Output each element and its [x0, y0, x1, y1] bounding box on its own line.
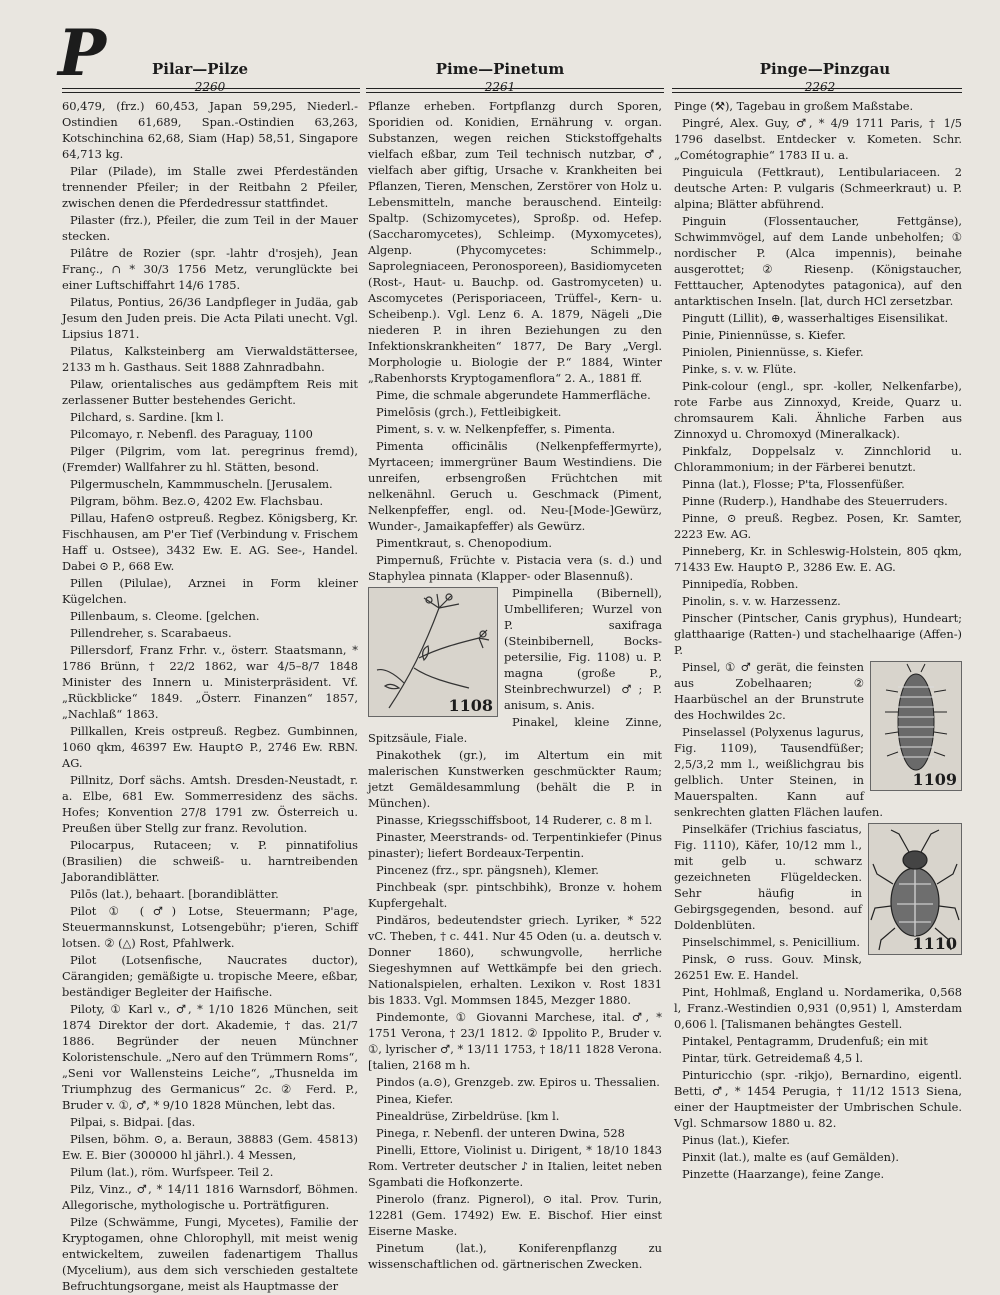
entry: Pintar, türk. Getreidemaß 4,5 l. [682, 1051, 864, 1065]
entry: Pinasse, Kriegsschiffsboot, 14 Ruderer, c. 8 m l. [376, 813, 653, 827]
entry: Pinselschimmel, s. Penicillium. [682, 935, 860, 949]
entry: Pilger (Pilgrim, vom lat. peregrinus fremd), (Fremder) Wallfahrer zu hl. Stätten, besond. [62, 444, 358, 474]
entry: Pimpinella (Bibernell), Umbelliferen; Wurzel von P. saxifraga (Steinbibernell, Bocks-petersilie, Fig. 1108) u. P. magna (große P., Steinbrechwurzel) ♂; P. anisum, s. Anis. [504, 586, 662, 712]
running-head-right: Pinge—Pinzgau [759, 60, 891, 78]
running-head-center: Pime—Pinetum [435, 60, 565, 78]
entry: Pilum (lat.), röm. Wurfspeer. Teil 2. [70, 1165, 274, 1179]
figure-1109-millipede [870, 661, 962, 791]
entry: Pimenta officinālis (Nelkenpfeffermyrte), Myrtaceen; immergrüner Baum Westindiens. Die unreifen, erbsengroßen Früchtchen mit nelkenähnl. Geruch u. Geschmack (Piment, Nelkenpfeffer, engl. od. Neu-[Mode-]Gewürz, Wunder-, Jamaikapfeffer) als Gewürz. [368, 439, 662, 533]
entry: Pinea, Kiefer. [376, 1092, 454, 1106]
page-number-right: 2262 [804, 80, 836, 94]
column-right [674, 98, 962, 1183]
entry: Pinealdrüse, Zirbeldrüse. [km l. [376, 1109, 560, 1123]
entry: 60,479, (frz.) 60,453, Japan 59,295, Niederl.-Ostindien 61,689, Span.-Ostindien 63,263, Kotschinchina 62,68, Siam (Hap) 58,51, Singapore 64,713 kg. [62, 99, 358, 161]
header-rule-center [366, 88, 664, 93]
entry: Piment, s. v. w. Nelkenpfeffer, s. Pimenta. [376, 422, 616, 436]
entry: Pilgermuscheln, Kammmuscheln. [Jerusalem. [70, 477, 333, 491]
entry: Pinscher (Pintscher, Canis gryphus), Hundeart; glatthaarige (Ratten-) und stachelhaarige (Affen-) P. [674, 611, 962, 657]
entry: Pilcomayo, r. Nebenfl. des Paraguay, 1100 [70, 427, 313, 441]
entry: Pilchard, s. Sardine. [km l. [70, 410, 224, 424]
entry: Pilōs (lat.), behaart. [borandiblätter. [70, 887, 279, 901]
entry: Pinxit (lat.), malte es (auf Gemälden). [682, 1150, 899, 1164]
entry: Pinke, s. v. w. Flüte. [682, 362, 797, 376]
entry: Pinge (⚒), Tagebau in großem Maßstabe. [674, 99, 914, 113]
entry: Pilpai, s. Bidpai. [das. [70, 1115, 196, 1129]
section-letter: P [58, 16, 107, 91]
entry: Pinkfalz, Doppelsalz v. Zinnchlorid u. Chlorammonium; in der Färberei benutzt. [674, 444, 962, 474]
entry: Pillen (Pilulae), Arznei in Form kleiner Kügelchen. [62, 576, 358, 606]
entry: Pinelli, Ettore, Violinist u. Dirigent, * 18/10 1843 Rom. Vertreter deutscher ♪ in Italien, leitet neben Sgambati die Hofkonzerte. [368, 1143, 662, 1189]
entry: Pint, Hohlmaß, England u. Nordamerika, 0,568 l, Franz.-Westindien 0,931 (0,951) l, Amsterdam 0,606 l. [Talismanen behängtes Gestell. [674, 985, 962, 1031]
figure-1108-pimpinella [368, 587, 498, 717]
entry: Pinakothek (gr.), im Altertum ein mit malerischen Kunstwerken geschmückter Raum; jetzt Gemäldesammlung (behält die P. in München). [368, 748, 662, 810]
entry: Pilatus, Kalksteinberg am Vierwaldstättersee, 2133 m h. Gasthaus. Seit 1888 Zahnradbahn. [62, 344, 358, 374]
entry: Pinne (Ruderp.), Handhabe des Steuerruders. [682, 494, 948, 508]
entry: Pinsk, ⊙ russ. Gouv. Minsk, 26251 Ew. E. Handel. [674, 952, 862, 982]
entry: Pinie, Piniennüsse, s. Kiefer. [682, 328, 846, 342]
entry: Pinchbeak (spr. pintschbihk), Bronze v. hohem Kupfergehalt. [368, 880, 662, 910]
entry: Pindăros, bedeutendster griech. Lyriker, * 522 vC. Theben, † c. 441. Nur 45 Oden (u. a. deutsch v. Donner 1860), schwungvolle, herrliche Siegeshymnen auf Wettkämpfe bei den griech. Nationalspielen, erhalten. Lexikon v. Rost 1831 bis 1833. Vgl. Mommsen 1845, Mezger 1880. [368, 913, 662, 1007]
entry: Pillendreher, s. Scarabaeus. [70, 626, 232, 640]
entry: Pflanze erheben. Fortpflanzg durch Sporen, Sporidien od. Konidien, Ernährung v. organ. Substanzen, wegen reichen Stickstoffgehalts vielfach eßbar, zum Teil technisch nutzbar, ♂, vielfach aber giftig, Ursache v. Krankheiten bei Pflanzen, Tieren, Menschen, Zerstörer von Holz u. Lebensmitteln, manche berauschend. Einteilg: Spaltp. (Schizomycetes), Sproßp. od. Hefep. (Saccharomycetes), Schleimp. (Myxomycetes), Algenp. (Phycomycetes: Schimmelp., Saprolegniaceen, Peronosporeen), Basidiomyceten (Rost-, Haut- u. Bauchp. od. Gastromyceten) u. Ascomycetes (Perisporiaceen, Trüffel-, Kern- u. Scheibenp.). Vgl. Lenz 6. A. 1879, Nägeli „Die niederen P. in ihren Beziehungen zu den Infektionskrankheiten“ 1877, De Bary „Vergl. Morphologie u. Biologie der P.“ 1884, Winter „Rabenhorsts Kryptogamenflora“ 2. A., 1881 ff. [368, 99, 662, 385]
figure-1110-beetle [868, 823, 962, 955]
header-rule-left [62, 88, 360, 93]
page-number-left: 2260 [194, 80, 226, 94]
entry: Pinguicula (Fettkraut), Lentibulariaceen. 2 deutsche Arten: P. vulgaris (Schmeerkraut) u. P. alpina; Blätter abführend. [674, 165, 962, 211]
entry: Pinetum (lat.), Koniferenpflanzg zu wissenschaftlichen od. gärtnerischen Zwecken. [368, 1241, 662, 1271]
entry: Pinguin (Flossentaucher, Fettgänse), Schwimmvögel, auf dem Lande unbeholfen; ① nordischer P. (Alca impennis), beinahe ausgerottet; ② Riesenp. (Königstaucher, Fetttaucher, Aptenodytes patagonica), auf den antarktischen Inseln. [lat, durch HCl zersetzbar. [674, 214, 962, 308]
entry: Pilgram, böhm. Bez.⊙, 4202 Ew. Flachsbau. [70, 494, 324, 508]
entry: Pilz, Vinz., ♂, * 14/11 1816 Warnsdorf, Böhmen. Allegorische, mythologische u. Porträtfiguren. [62, 1182, 358, 1212]
entry: Pilatus, Pontius, 26/36 Landpfleger in Judäa, gab Jesum den Juden preis. Die Acta Pilati unecht. Vgl. Lipsius 1871. [62, 295, 358, 341]
entry: Pilot ① (♂) Lotse, Steuermann; P'age, Steuermannskunst, Lotsengebühr; p'ieren, Schiff lotsen. ② (△) Rost, Pfahlwerk. [62, 904, 358, 950]
header-rule-right [672, 88, 962, 93]
running-head-left: Pilar—Pilze [151, 60, 249, 78]
entry: Pillenbaum, s. Cleome. [gelchen. [70, 609, 260, 623]
entry: Pinega, r. Nebenfl. der unteren Dwina, 528 [376, 1126, 625, 1140]
entry: Pinzette (Haarzange), feine Zange. [682, 1167, 885, 1181]
entry: Pilar (Pilade), im Stalle zwei Pferdeständen trennender Pfeiler; in der Reitbahn 2 Pfeiler, zwischen denen die Pferdedressur stattfindet. [62, 164, 358, 210]
column-center [368, 98, 662, 1273]
entry: Piloty, ① Karl v., ♂, * 1/10 1826 München, seit 1874 Direktor der dort. Akademie, † das. 21/7 1886. Begründer der neuen Münchner Koloristenschule. „Nero auf den Trümmern Roms“, „Seni vor Wallensteins Leiche“, „Thusnelda im Triumphzug des Germanicus“ 2c. ② Ferd. P., Bruder v. ①, ♂, * 9/10 1828 München, lebt das. [62, 1002, 358, 1112]
entry: Pinerolo (franz. Pignerol), ⊙ ital. Prov. Turin, 12281 (Gem. 17492) Ew. E. Bischof. Hier einst Eiserne Maske. [368, 1192, 662, 1238]
entry: Pilaster (frz.), Pfeiler, die zum Teil in der Mauer stecken. [62, 213, 358, 243]
entry: Pilocarpus, Rutaceen; v. P. pinnatifolius (Brasilien) die schweiß- u. harntreibenden Jaborandiblätter. [62, 838, 358, 884]
entry: Piniolen, Piniennüsse, s. Kiefer. [682, 345, 864, 359]
column-left [62, 98, 358, 1295]
entry: Pilaw, orientalisches aus gedämpftem Reis mit zerlassener Butter bestehendes Gericht. [62, 377, 358, 407]
entry: Pinselassel (Polyxenus lagurus, Fig. 1109), Tausendfüßer; 2,5/3,2 mm l., weißlichgrau bis gelblich. Unter Steinen, in Mauerspalten. Kann auf senkrechten glatten Flächen laufen. [674, 725, 884, 819]
figure-number: 1110 [912, 934, 957, 953]
entry: Pilze (Schwämme, Fungi, Mycetes), Familie der Kryptogamen, ohne Chlorophyll, mit meist wenig entwickeltem, zuweilen fadenartigem Thallus (Mycelium), aus dem sich verschieden gestaltete Befruchtungsorgane, meist als Hauptmasse der [62, 1215, 358, 1293]
entry: Pingré, Alex. Guy, ♂, * 4/9 1711 Paris, † 1/5 1796 daselbst. Entdecker v. Kometen. Schr. „Cométographie“ 1783 II u. a. [674, 116, 962, 162]
entry: Pinus (lat.), Kiefer. [682, 1133, 790, 1147]
entry: Pingutt (Lillit), ⊕, wasserhaltiges Eisensilikat. [682, 311, 949, 325]
entry: Pinolin, s. v. w. Harzessenz. [682, 594, 841, 608]
entry: Pinneberg, Kr. in Schleswig-Holstein, 805 qkm, 71433 Ew. Haupt⊙ P., 3286 Ew. E. AG. [674, 544, 962, 574]
entry: Pime, die schmale abgerundete Hammerfläche. [376, 388, 651, 402]
entry: Pimentkraut, s. Chenopodium. [376, 536, 552, 550]
entry: Pillau, Hafen⊙ ostpreuß. Regbez. Königsberg, Kr. Fischhausen, am P'er Tief (Verbindung v. Frischem Haff u. Ostsee), 3432 Ew. E. AG. See-, Handel. Dabei ⊙ P., 668 Ew. [62, 511, 358, 573]
entry: Pintakel, Pentagramm, Drudenfuß; ein mit [682, 1034, 928, 1048]
figure-number: 1109 [912, 770, 957, 789]
entry: Pillkallen, Kreis ostpreuß. Regbez. Gumbinnen, 1060 qkm, 46397 Ew. Haupt⊙ P., 2746 Ew. RBN. AG. [62, 724, 358, 770]
entry: Pilsen, böhm. ⊙, a. Beraun, 38883 (Gem. 45813) Ew. E. Bier (300000 hl jährl.). 4 Messen, [62, 1132, 358, 1162]
entry: Pilot (Lotsenfische, Naucrates ductor), Cärangiden; gemäßigte u. tropische Meere, eßbar, beständiger Begleiter der Haifische. [62, 953, 358, 999]
entry: Pinnipedĭa, Robben. [682, 577, 799, 591]
entry: Pillersdorf, Franz Frhr. v., österr. Staatsmann, * 1786 Brünn, † 22/2 1862, war 4/5–8/7 1848 Minister des Innern u. Ministerpräsident. Vf. „Rückblicke“ 1849. „Österr. Finanzen“ 1857, „Nachlaß“ 1863. [62, 643, 358, 721]
entry: Pincenez (frz., spr. pängsneh), Klemer. [376, 863, 599, 877]
entry: Pindos (a.⊙), Grenzgeb. zw. Epiros u. Thessalien. [376, 1075, 660, 1089]
figure-number: 1108 [448, 696, 493, 715]
entry: Pinaster, Meerstrands- od. Terpentinkiefer (Pinus pinaster); liefert Bordeaux-Terpentin. [368, 830, 663, 860]
page-number-center: 2261 [484, 80, 516, 94]
entry: Pinna (lat.), Flosse; P'ta, Flossenfüßer. [682, 477, 905, 491]
entry: Pinturicchio (spr. -rikjo), Bernardino, eigentl. Betti, ♂, * 1454 Perugia, † 11/12 1513 Siena, einer der Hauptmeister der Umbrischen Schule. Vgl. Schmarsow 1880 u. 82. [674, 1068, 962, 1130]
entry: Pinne, ⊙ preuß. Regbez. Posen, Kr. Samter, 2223 Ew. AG. [674, 511, 962, 541]
entry: Pimpernuß, Früchte v. Pistacia vera (s. d.) und Staphylea pinnata (Klapper- oder Blasennuß). [368, 553, 662, 583]
entry: Pimelōsis (grch.), Fettleibigkeit. [376, 405, 562, 419]
entry: Pinakel, kleine Zinne, Spitzsäule, Fiale. [368, 715, 662, 745]
entry: Pilâtre de Rozier (spr. -lahtr d'rosjeh), Jean Franç., ∩ * 30/3 1756 Metz, verunglückte bei einer Luftschiffahrt 14/6 1785. [62, 246, 358, 292]
entry: Pinselkäfer (Trichius fasciatus, Fig. 1110), Käfer, 10/12 mm l., mit gelb u. schwarz gezeichneten Flügeldecken. Sehr häufig in Gebirgsgegenden, besond. auf Doldenblüten. [674, 822, 862, 932]
entry: Pindemonte, ① Giovanni Marchese, ital. ♂, * 1751 Verona, † 23/1 1812. ② Ippolito P., Bruder v. ①, lyrischer ♂, * 13/11 1753, † 18/11 1828 Verona. [talien, 2168 m h. [368, 1010, 662, 1072]
entry: Pillnitz, Dorf sächs. Amtsh. Dresden-Neustadt, r. a. Elbe, 681 Ew. Sommerresidenz des sächs. Hofes; Konvention 27/8 1791 zw. Österreich u. Preußen über Stellg zur franz. Revolution. [62, 773, 358, 835]
entry: Pink-colour (engl., spr. -koller, Nelkenfarbe), rote Farbe aus Zinnoxyd, Kreide, Quarz u. chromsaurem Kali. Ähnliche Farben aus Zinnoxyd u. Chromoxyd (Mineralkack). [674, 379, 962, 441]
entry: Pinsel, ① ♂ gerät, die feinsten aus Zobelhaaren; ② Haarbüschel an der Brunstrute des Hochwildes 2c. [674, 660, 864, 722]
